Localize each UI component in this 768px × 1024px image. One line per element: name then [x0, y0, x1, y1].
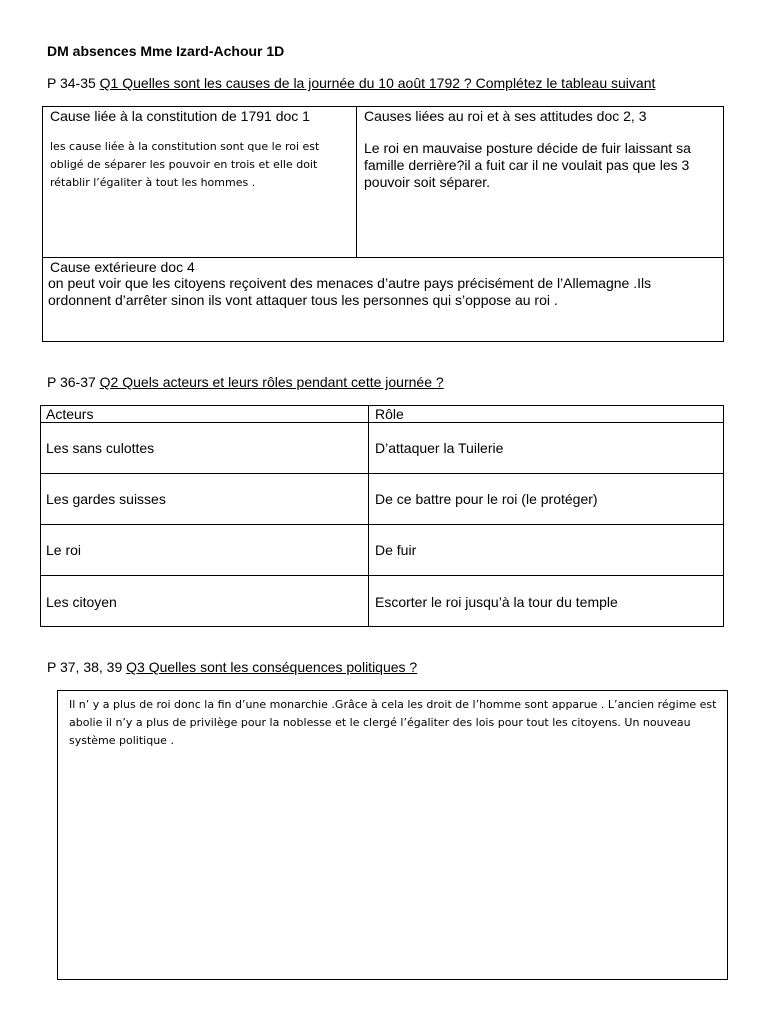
q1-col2-answer: Le roi en mauvaise posture décide de fuir laissant sa famille derrière?il a fuit car il ne voulait pas que les 3 pouvoir soit séparer. — [364, 140, 691, 190]
q1-row-divider — [42, 257, 724, 258]
q3-pages: P 37, 38, 39 — [47, 659, 127, 675]
q3-question: Q3 Quelles sont les conséquences politiques ? — [126, 659, 418, 675]
q2-role-cell: De fuir — [375, 542, 417, 558]
q1-col2-header: Causes liées au roi et à ses attitudes doc 2, 3 — [364, 108, 647, 124]
q3-answer: Il n’ y a plus de roi donc la fin d’une monarchie .Grâce à cela les droit de l’homme sont apparue . L’ancien régime est abolie il n’y a plus de privilège pour la noblesse et le clergé l’égaliter des lois pour tout les citoyens. Un nouveau système politique . — [69, 698, 717, 747]
q2-row-divider — [40, 422, 724, 423]
document-title: DM absences Mme Izard-Achour 1D — [47, 43, 285, 59]
q2-row-divider — [40, 473, 724, 474]
q3-heading — [47, 659, 417, 675]
q2-actor-cell: Le roi — [46, 542, 82, 558]
q2-row-divider — [40, 524, 724, 525]
q1-row2-header: Cause extérieure doc 4 — [50, 259, 195, 275]
q2-role-cell: Escorter le roi jusqu’à la tour du temple — [375, 594, 618, 610]
q1-heading — [47, 75, 655, 91]
q2-actor-cell: Les citoyen — [46, 594, 117, 610]
q2-column-divider — [368, 405, 369, 627]
q1-pages: P 34-35 — [47, 75, 100, 91]
q2-actor-cell: Les gardes suisses — [46, 491, 166, 507]
q2-role-cell: De ce battre pour le roi (le protéger) — [375, 491, 598, 507]
q1-col1-answer: les cause liée à la constitution sont que le roi est obligé de séparer les pouvoir en trois et elle doit rétablir l’égaliter à tout les hommes . — [50, 140, 320, 189]
q2-heading — [47, 374, 444, 390]
q1-question: Q1 Quelles sont les causes de la journée du 10 août 1792 ? Complétez le tableau suivant — [99, 75, 656, 91]
q1-col1-header: Cause liée à la constitution de 1791 doc 1 — [50, 108, 310, 124]
q2-row-divider — [40, 575, 724, 576]
q2-question: Q2 Quels acteurs et leurs rôles pendant cette journée ? — [99, 374, 444, 390]
q2-role-cell: D’attaquer la Tuilerie — [375, 440, 504, 456]
q1-column-divider — [356, 106, 357, 258]
q2-pages: P 36-37 — [47, 374, 100, 390]
q2-actor-cell: Les sans culottes — [46, 440, 155, 456]
q2-header-role: Rôle — [375, 406, 404, 422]
q1-row2-answer: on peut voir que les citoyens reçoivent des menaces d’autre pays précisément de l’Allemagne .Ils ordonnent d’arrêter sinon ils vont attaquer tous les personnes qui s’oppose au roi . — [48, 275, 652, 308]
q2-header-acteurs: Acteurs — [46, 406, 94, 422]
